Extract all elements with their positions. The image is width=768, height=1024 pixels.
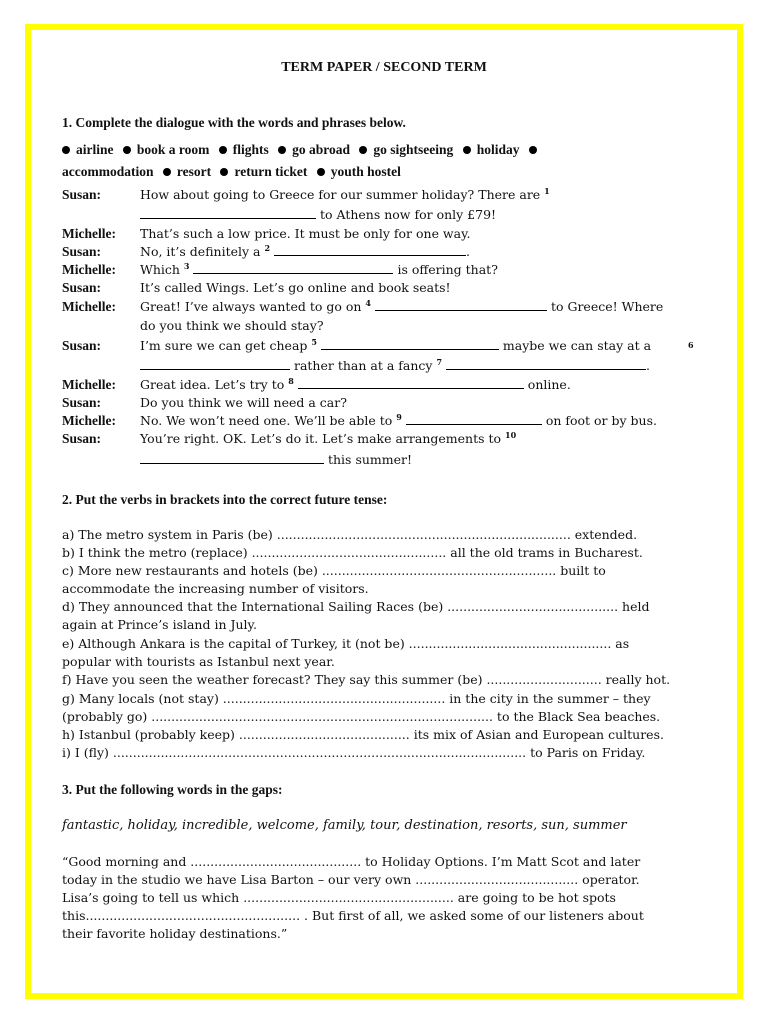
speaker-label: Michelle:	[62, 262, 116, 277]
gap-blank[interactable]	[375, 298, 547, 311]
bullet-icon	[278, 146, 286, 154]
speaker-label: Michelle:	[62, 226, 116, 241]
exercise-line: a) The metro system in Paris (be) .......................................................................... extended.	[62, 527, 638, 542]
word-item: book a room	[136, 142, 210, 157]
exercise-line: c) More new restaurants and hotels (be) ........................................................... built to	[62, 563, 606, 578]
exercise-line: h) Istanbul (probably keep) ........................................... its mix of Asian and European cultures.	[62, 727, 664, 742]
exercise-line: d) They announced that the International Sailing Races (be) ........................................... held	[62, 599, 650, 614]
speaker-label: Michelle:	[62, 413, 116, 428]
dialogue-line: I’m sure we can get cheap $^5$ maybe we can stay at a	[140, 336, 652, 353]
exercise-line: b) I think the metro (replace) ................................................. all the old trams in Bucharest.	[62, 545, 643, 560]
q1-wordlist-row2	[62, 164, 407, 180]
speaker-label: Susan:	[62, 280, 102, 295]
dialogue-line: this summer!	[140, 451, 412, 469]
speaker-label: Susan:	[62, 244, 102, 259]
exercise-line: their favorite holiday destinations.”	[62, 926, 288, 941]
gap-blank[interactable]	[274, 243, 466, 256]
word-item: resort	[176, 164, 212, 179]
dialogue-line: Do you think we will need a car?	[140, 395, 347, 410]
exercise-line: (probably go) ...................................................................................... to the Black Sea beaches.	[62, 709, 661, 724]
word-item: airline	[76, 142, 114, 157]
dialogue-line: Great! I’ve always wanted to go on $^4$ to Greece! Where	[140, 297, 664, 314]
dialogue-line: Great idea. Let’s try to $^8$ online.	[140, 375, 571, 392]
word-item: accommodation	[62, 164, 154, 179]
page-title: TERM PAPER / SECOND TERM	[281, 60, 487, 75]
dialogue-line: You’re right. OK. Let’s do it. Let’s make arrangements to $^{10}$	[140, 429, 517, 446]
exercise-line: f) Have you seen the weather forecast? They say this summer (be) ............................. really hot.	[62, 672, 671, 687]
exercise-line: “Good morning and ........................................... to Holiday Options. I’m Matt Scot and later	[62, 854, 641, 869]
bullet-icon	[219, 146, 227, 154]
word-item: flights	[232, 142, 269, 157]
speaker-label: Michelle:	[62, 377, 116, 392]
speaker-label: Susan:	[62, 187, 102, 202]
dialogue-line: That’s such a low price. It must be only for one way.	[140, 226, 471, 241]
exercise-line: this...................................................... . But first of all, we asked some of our listeners about	[62, 908, 644, 923]
speaker-label: Michelle:	[62, 299, 116, 314]
gap-blank[interactable]	[140, 357, 290, 370]
q1-wordlist-row1	[62, 142, 543, 158]
dialogue-line: to Athens now for only £79!	[140, 206, 496, 224]
dialogue-line: No. We won’t need one. We’ll be able to $^9$ on foot or by bus.	[140, 411, 657, 428]
q1-heading: 1. Complete the dialogue with the words and phrases below.	[62, 115, 406, 130]
dialogue-line: do you think we should stay?	[140, 318, 324, 333]
q3-wordlist: fantastic, holiday, incredible, welcome, family, tour, destination, resorts, sun, summer	[62, 818, 627, 833]
q2-heading: 2. Put the verbs in brackets into the correct future tense:	[62, 492, 388, 507]
exercise-line: again at Prince’s island in July.	[62, 617, 257, 632]
bullet-icon	[123, 146, 131, 154]
bullet-icon	[317, 168, 325, 176]
dialogue-line: How about going to Greece for our summer holiday? There are $^1$	[140, 185, 550, 202]
dialogue-line: It’s called Wings. Let’s go online and book seats!	[140, 280, 451, 295]
gap-blank[interactable]	[406, 412, 542, 425]
gap-blank[interactable]	[446, 357, 646, 370]
bullet-icon	[62, 146, 70, 154]
speaker-label: Susan:	[62, 338, 102, 353]
dialogue-line: Which $^3$ is offering that?	[140, 260, 498, 277]
exercise-line: i) I (fly) ........................................................................................................ to Paris on Friday.	[62, 745, 646, 760]
bullet-icon	[163, 168, 171, 176]
word-item: go sightseeing	[373, 142, 454, 157]
bullet-icon	[529, 146, 537, 154]
gap-blank[interactable]	[140, 451, 324, 464]
gap-blank[interactable]	[321, 337, 499, 350]
speaker-label: Susan:	[62, 395, 102, 410]
word-item: holiday	[476, 142, 520, 157]
exercise-line: today in the studio we have Lisa Barton – our very own ......................................... operator.	[62, 872, 640, 887]
exercise-line: accommodate the increasing number of visitors.	[62, 581, 369, 596]
word-item: return ticket	[234, 164, 308, 179]
speaker-label: Susan:	[62, 431, 102, 446]
gap-blank[interactable]	[298, 376, 524, 389]
gap-blank[interactable]	[193, 261, 393, 274]
bullet-icon	[463, 146, 471, 154]
gap-blank[interactable]	[140, 206, 316, 219]
exercise-line: e) Although Ankara is the capital of Turkey, it (not be) ................................................... as	[62, 636, 630, 651]
bullet-icon	[359, 146, 367, 154]
dialogue-line: rather than at a fancy $^7$ .	[140, 357, 650, 375]
word-item: go abroad	[292, 142, 351, 157]
dialogue-line: No, it’s definitely a $^2$ .	[140, 242, 471, 259]
bullet-icon	[220, 168, 228, 176]
gap-number: 6	[688, 340, 694, 350]
exercise-line: Lisa’s going to tell us which ..................................................... are going to be hot spots	[62, 890, 616, 905]
exercise-line: g) Many locals (not stay) ........................................................ in the city in the summer – they	[62, 691, 651, 706]
word-item: youth hostel	[330, 164, 401, 179]
exercise-line: popular with tourists as Istanbul next year.	[62, 654, 335, 669]
q3-heading: 3. Put the following words in the gaps:	[62, 782, 283, 797]
